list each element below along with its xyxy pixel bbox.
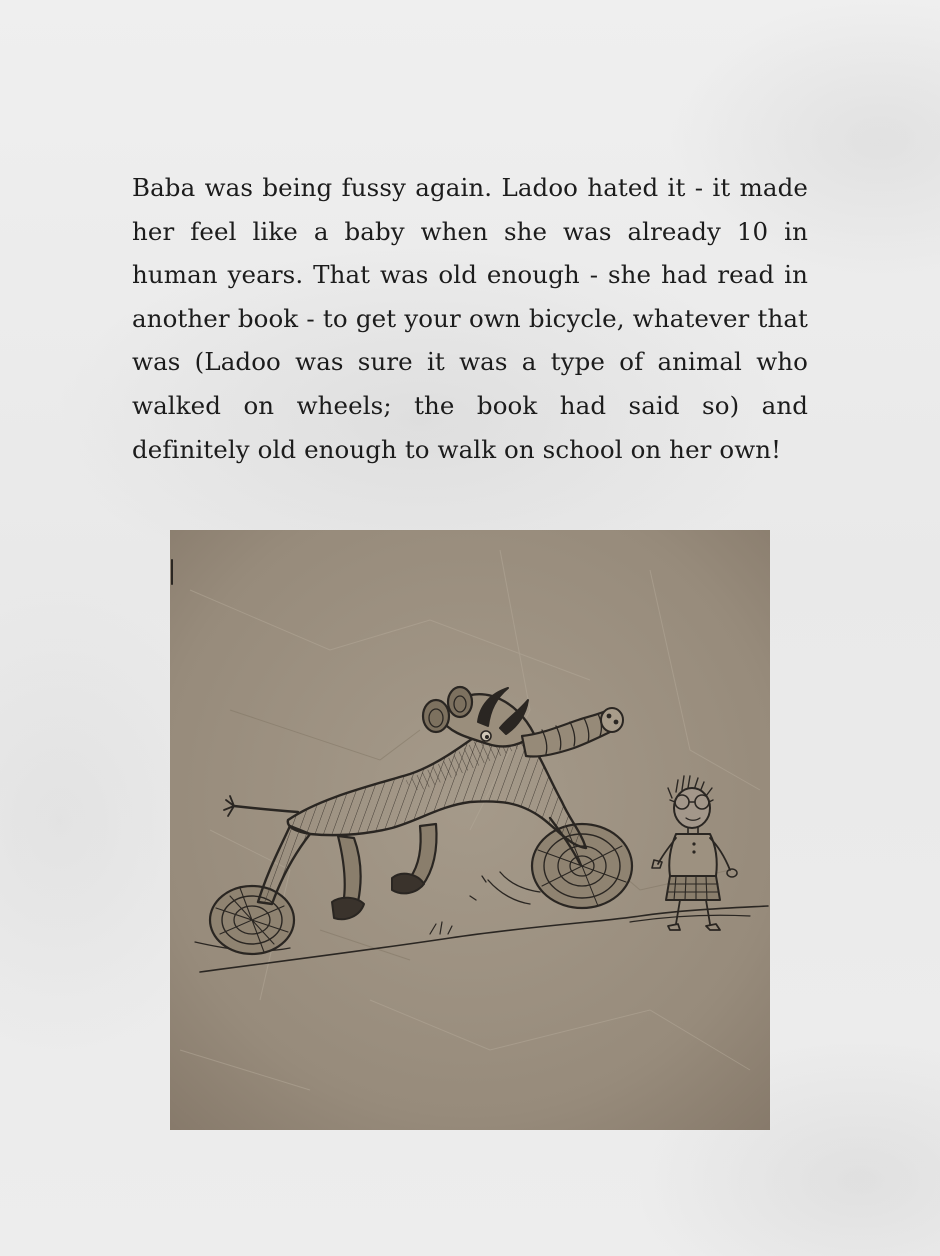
animal-nose	[601, 708, 623, 732]
pencil-drawing-illustration	[170, 530, 770, 1130]
story-paragraph: Baba was being fussy again. Ladoo hated it - it made her feel like a baby when she was already 10 in human years. That was old enough - she had read in another book - to get your own bicycle, whatever that was (Ladoo was sure it was a type of animal who walked on wheels; the book had said so) and definitely old enough to walk on school on her own!	[132, 173, 808, 464]
child-torso	[669, 834, 717, 876]
back-wheel	[210, 886, 294, 954]
